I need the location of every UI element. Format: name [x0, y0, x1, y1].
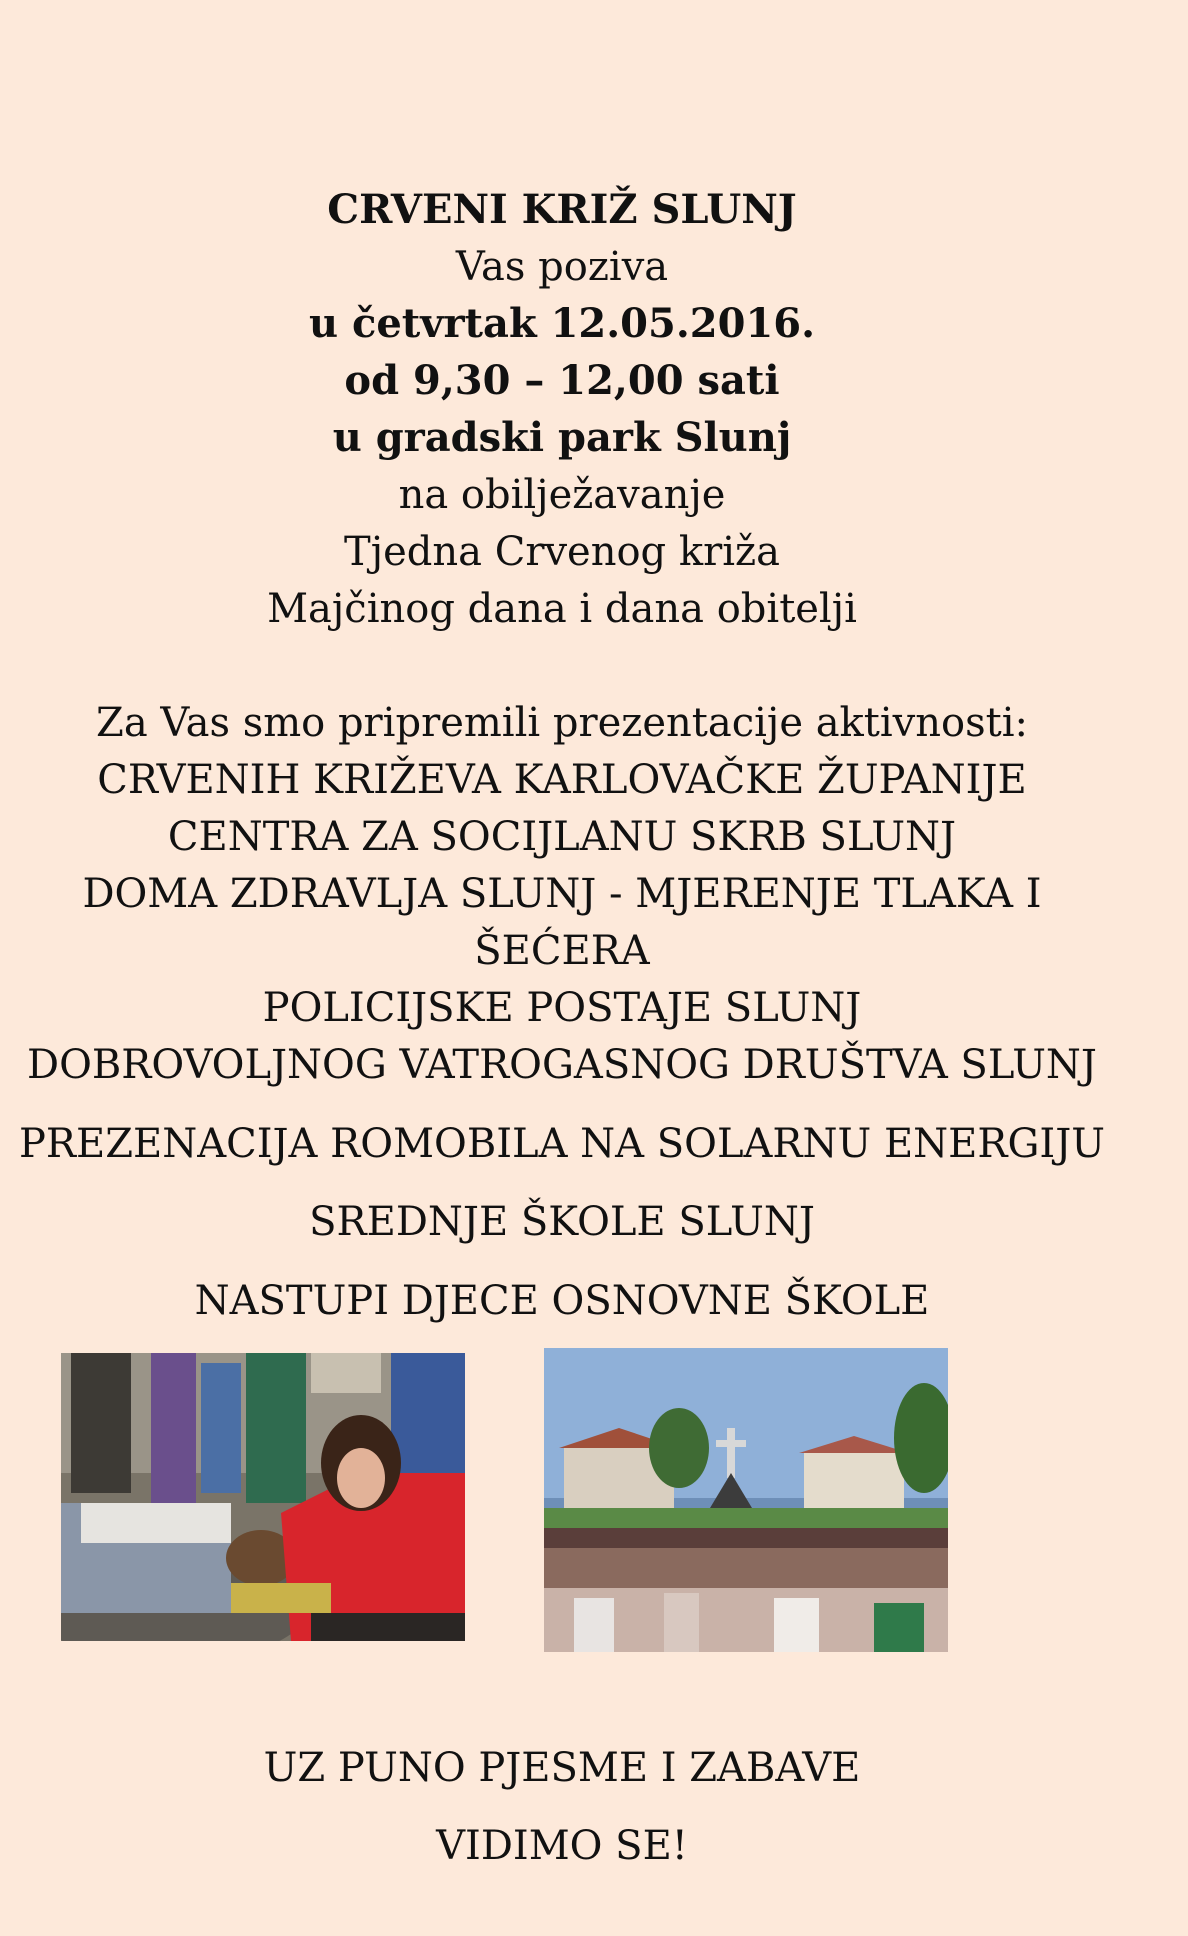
occasion-intro: na obilježavanje — [398, 472, 726, 518]
first-aid-demo-photo — [61, 1353, 465, 1641]
program-item: CENTRA ZA SOCIJLANU SKRB SLUNJ — [167, 814, 957, 860]
event-time: od 9,30 – 12,00 sati — [344, 357, 780, 404]
program-item: DOBROVOLJNOG VATROGASNOG DRUŠTVA SLUNJ — [27, 1042, 1097, 1088]
program-item: DOMA ZDRAVLJA SLUNJ - MJERENJE TLAKA I — [82, 871, 1042, 917]
closing-line-1: UZ PUNO PJESME I ZABAVE — [263, 1745, 861, 1791]
invites-text: Vas poziva — [455, 244, 669, 290]
park-crowd-photo — [544, 1348, 948, 1652]
event-date: u četvrtak 12.05.2016. — [308, 300, 816, 347]
organizer-title: CRVENI KRIŽ SLUNJ — [327, 186, 797, 233]
event-place: u gradski park Slunj — [332, 414, 792, 461]
program-intro: Za Vas smo pripremili prezentacije aktivnosti: — [96, 700, 1028, 746]
program-item: POLICIJSKE POSTAJE SLUNJ — [262, 985, 862, 1031]
program-item: PREZENACIJA ROMOBILA NA SOLARNU ENERGIJU — [19, 1121, 1105, 1167]
closing-line-2: VIDIMO SE! — [436, 1823, 688, 1869]
occasion-red-cross-week: Tjedna Crvenog križa — [344, 529, 780, 575]
occasion-mothers-day: Majčinog dana i dana obitelji — [267, 586, 857, 632]
program-item: NASTUPI DJECE OSNOVNE ŠKOLE — [194, 1278, 930, 1324]
program-item: ŠEĆERA — [474, 928, 650, 974]
program-item: SREDNJE ŠKOLE SLUNJ — [309, 1199, 815, 1245]
program-item: CRVENIH KRIŽEVA KARLOVAČKE ŽUPANIJE — [97, 757, 1027, 803]
